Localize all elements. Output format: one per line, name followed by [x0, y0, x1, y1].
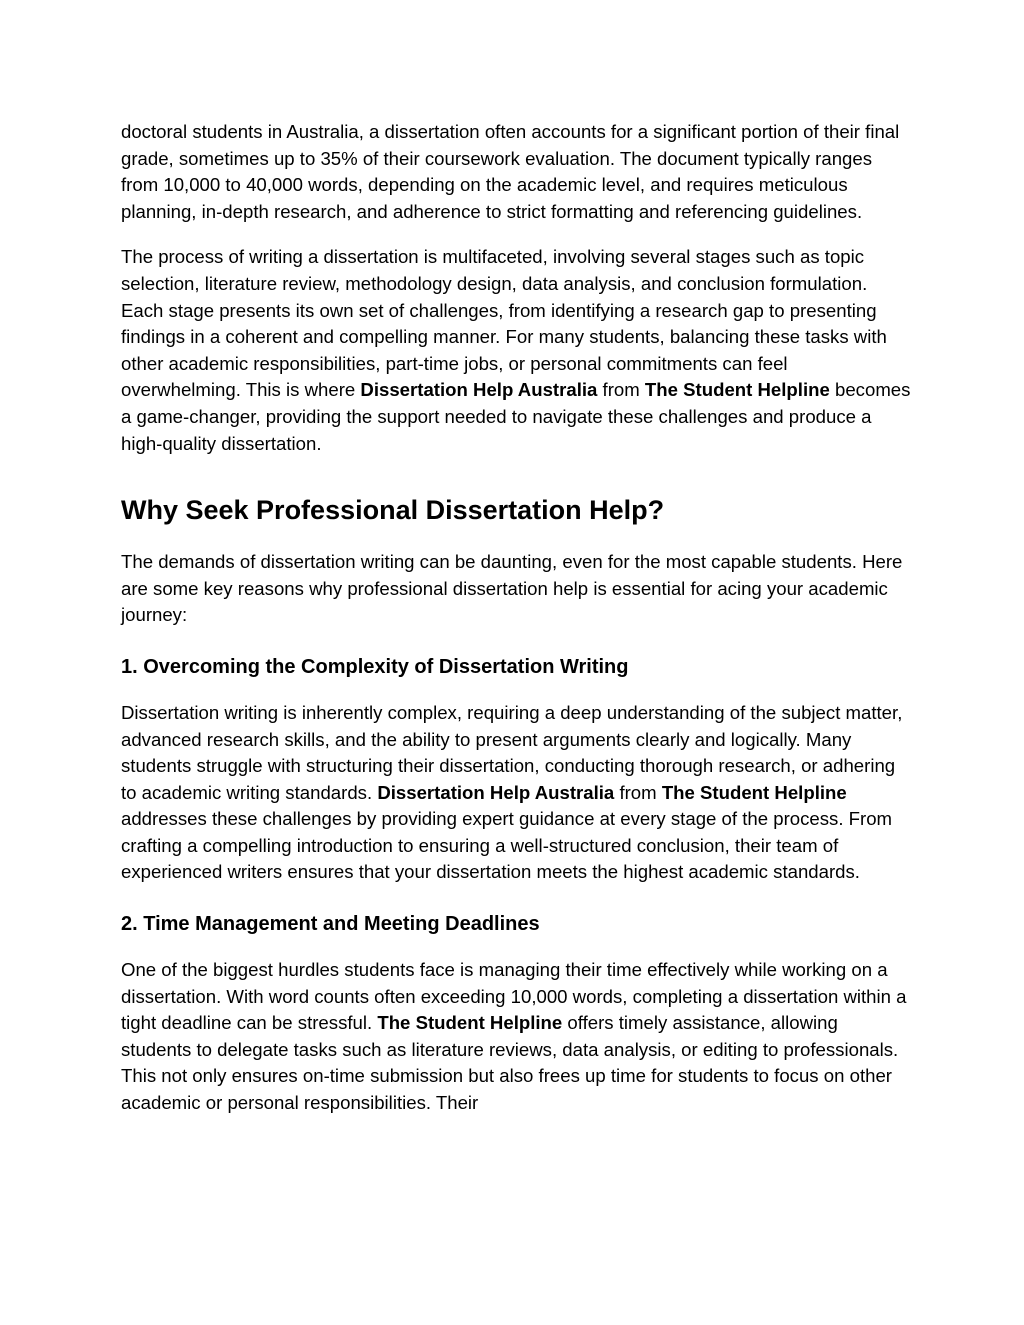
bold-the-student-helpline: The Student Helpline — [661, 781, 847, 803]
item2-paragraph — [121, 957, 911, 1117]
intro-paragraph-text: doctoral students in Australia, a dissertation often accounts for a significant portion of their final grade, sometimes up to 35% of their coursework evaluation. The document typically ranges from 10,000 to 40,000 words, depending on the academic level, and requires meticulous planning, in-depth research, and adherence to strict formatting and referencing guidelines. — [121, 121, 900, 222]
item1-paragraph-text: Dissertation writing is inherently complex, requiring a deep understanding of the subject matter, advanced research skills, and the ability to present arguments clearly and logically. Many students struggle with structuring their dissertation, conducting thorough research, or adhering to academic writing standards. — [121, 701, 903, 803]
item1-heading: 1. Overcoming the Complexity of Dissertation Writing — [121, 655, 629, 678]
intro-paragraph — [121, 119, 911, 225]
bold-the-student-helpline: The Student Helpline — [644, 379, 830, 401]
section-heading: Why Seek Professional Dissertation Help? — [121, 495, 665, 526]
item1-paragraph-from: from — [614, 781, 662, 803]
bold-dissertation-help-australia: Dissertation Help Australia — [377, 781, 615, 803]
item2-heading: 2. Time Management and Meeting Deadlines — [121, 913, 540, 936]
process-paragraph-text: The process of writing a dissertation is multifaceted, involving several stages such as topic selection, literature review, methodology design, data analysis, and conclusion formulation. Each stage presents its own set of challenges, from identifying a research gap to presenting findings in a coherent and compelling manner. For many students, balancing these tasks with other academic responsibilities, part-time jobs, or personal commitments can feel overwhelming. This is where — [121, 246, 887, 401]
item1-paragraph-end: addresses these challenges by providing expert guidance at every stage of the process. From crafting a compelling introduction to ensuring a well-structured conclusion, their team of experienced writers ensures that your dissertation meets the highest academic standards. — [121, 808, 893, 883]
item2-paragraph-end: offers timely assistance, allowing students to delegate tasks such as literature reviews, data analysis, or editing to professionals. This not only ensures on-time submission but also frees up time for students to focus on other academic or personal responsibilities. Their — [121, 1012, 899, 1114]
process-paragraph-from: from — [597, 379, 645, 401]
item2-paragraph-text: One of the biggest hurdles students face is managing their time effectively while working on a dissertation. With word counts often exceeding 10,000 words, completing a dissertation within a tight deadline can be stressful. — [121, 959, 907, 1034]
process-paragraph — [121, 244, 911, 457]
document-page — [121, 119, 911, 1117]
item1-paragraph — [121, 700, 911, 886]
process-paragraph-end: becomes a game-changer, providing the support needed to navigate these challenges and produce a high-quality dissertation. — [121, 379, 911, 454]
bold-dissertation-help-australia: Dissertation Help Australia — [360, 379, 598, 401]
section-intro-paragraph: The demands of dissertation writing can be daunting, even for the most capable students. Here are some key reasons why professional dissertation help is essential for acing your academic journey: — [121, 551, 903, 626]
bold-the-student-helpline: The Student Helpline — [377, 1012, 563, 1034]
